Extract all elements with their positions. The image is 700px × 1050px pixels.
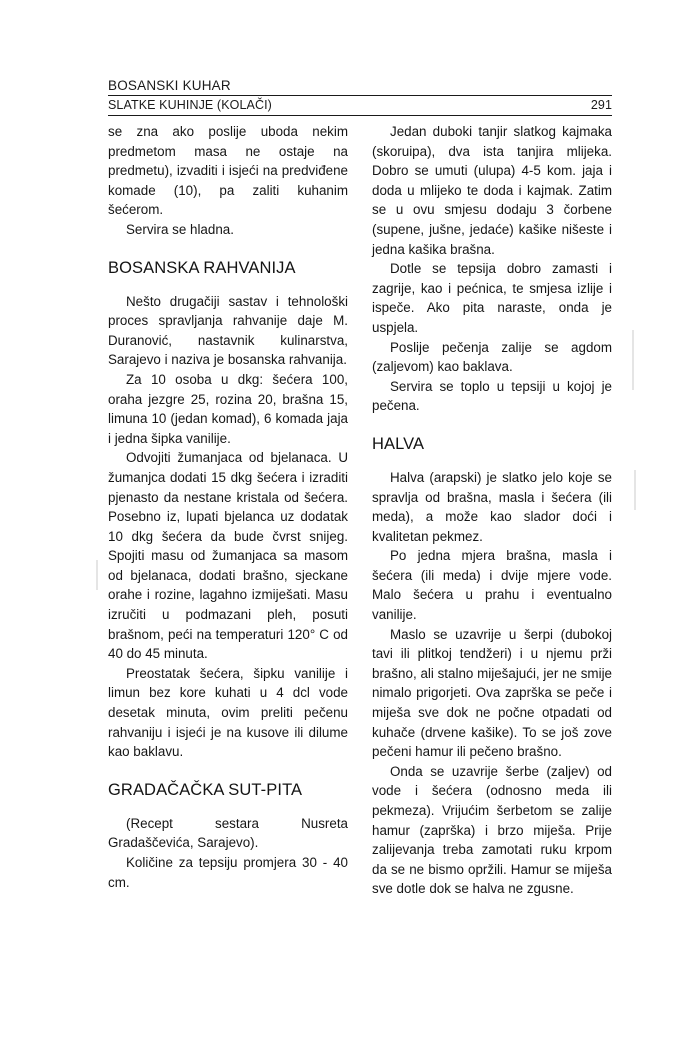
left-column xyxy=(108,122,348,899)
paragraph: Za 10 osoba u dkg: šećera 100, oraha jezgre 25, rozina 20, brašna 15, limuna 10 (jedan komad), 6 komada jaja i jedna šipka vanilije. xyxy=(108,371,348,446)
paragraph: Halva (arapski) je slatko jelo koje se spravlja od brašna, masla i šećera (ili meda), a može kao slador doći i kvalitetan pekmez. xyxy=(372,469,612,544)
section-title: SLATKE KUHINJE (KOLAČI) xyxy=(108,98,272,112)
header-rule-bottom xyxy=(108,115,612,116)
page-number: 291 xyxy=(590,98,612,112)
recipe-heading-gradacacka-sut-pita: GRADAČAČKA SUT-PITA xyxy=(108,780,303,799)
header-section-row xyxy=(108,96,612,113)
book-title: BOSANSKI KUHAR xyxy=(108,78,231,93)
paragraph: Onda se uzavrije šerbe (zaljev) od vode i šećera (odnosno meda ili pekmeza). Vrijućim šerbetom se zalije hamur (zaprška) i brzo miješa. Prije zalijevanja treba zamotati ruku krpom da se ne bismo opržili. Hamur se miješa sve dotle dok se halva ne zgusne. xyxy=(372,763,612,897)
recipe-heading-bosanska-rahvanija: BOSANSKA RAHVANIJA xyxy=(108,258,296,277)
scan-speck xyxy=(632,330,634,390)
paragraph: Jedan duboki tanjir slatkog kajmaka (skoruipa), dva ista tanjira mlijeka. Dobro se umuti (ulupa) 4-5 kom. jaja i doda u mlijeko te doda i kajmak. Zatim se u ovu smjesu dodaju 3 čorbene (supene, jušne, jedaće) kašike nišeste i jedna kašika brašna. xyxy=(372,124,612,257)
paragraph: Preostatak šećera, šipku vanilije i limun bez kore kuhati u 4 dcl vode desetak minuta, ovim preliti pečenu rahvaniju i isjeći je na kusove ili dilume kao baklavu. xyxy=(108,665,348,760)
paragraph: Poslije pečenja zalije se agdom (zaljevom) kao baklava. xyxy=(372,339,612,375)
scan-speck xyxy=(96,560,98,590)
paragraph: Servira se toplo u tepsiji u kojoj je pečena. xyxy=(372,378,612,414)
paragraph: Količine za tepsiju promjera 30 - 40 cm. xyxy=(108,855,348,890)
paragraph: Nešto drugačiji sastav i tehnološki proces spravljanja rahvanije daje M. Duranović, nastavnik kulinarstva, Sarajevo i naziva je bosanska rahvanija. xyxy=(108,293,348,368)
paragraph: Servira se hladna. xyxy=(126,221,234,237)
paragraph: se zna ako poslije uboda nekim predmetom masa ne ostaje na predmetu), izvaditi i isjeći na predviđene komade (10), pa zaliti kuhanim šećerom. xyxy=(108,124,348,218)
paragraph: Maslo se uzavrije u šerpi (dubokoj tavi ili plitkoj tendžeri) i u njemu prži brašno, ali stalno miješajući, jer ne smije nimalo prigorjeti. Ova zaprška se peče i miješa sve dok ne počne otpadati od kuhače (drvene kašike). To se još zove pečeni hamur ili pečeno brašno. xyxy=(372,626,612,760)
paragraph: (Recept sestara Nusreta Gradaščevića, Sarajevo). xyxy=(108,815,348,851)
two-column-body xyxy=(108,122,612,899)
paragraph: Dotle se tepsija dobro zamasti i zagrije, kao i pećnica, te smjesa izlije i ispeče. Ako pita naraste, onda je uspjela. xyxy=(372,261,612,335)
scan-speck xyxy=(634,470,636,510)
right-column xyxy=(372,122,612,899)
paragraph: Odvojiti žumanjaca od bjelanaca. U žumanjca dodati 15 dkg šećera i izraditi pjenasto da nestane kristala od šećera. Posebno iz, lupati bjelanca uz dodatak 10 dkg šećera da bude čvrst snijeg. Spojiti masu od žumanjaca sa masom od bjelanaca, dodati brašno, sjeckane orahe i rozine, lagahno izmiješati. Masu izručiti u podmazani pleh, posuti brašnom, peći na temperaturi 120° C od 40 do 45 minuta. xyxy=(108,450,348,662)
paragraph: Po jedna mjera brašna, masla i šećera (ili meda) i dvije mjere vode. Malo šećera u prahu i eventualno vanilije. xyxy=(372,548,612,623)
recipe-heading-halva: HALVA xyxy=(372,434,425,453)
page-header xyxy=(108,78,612,116)
